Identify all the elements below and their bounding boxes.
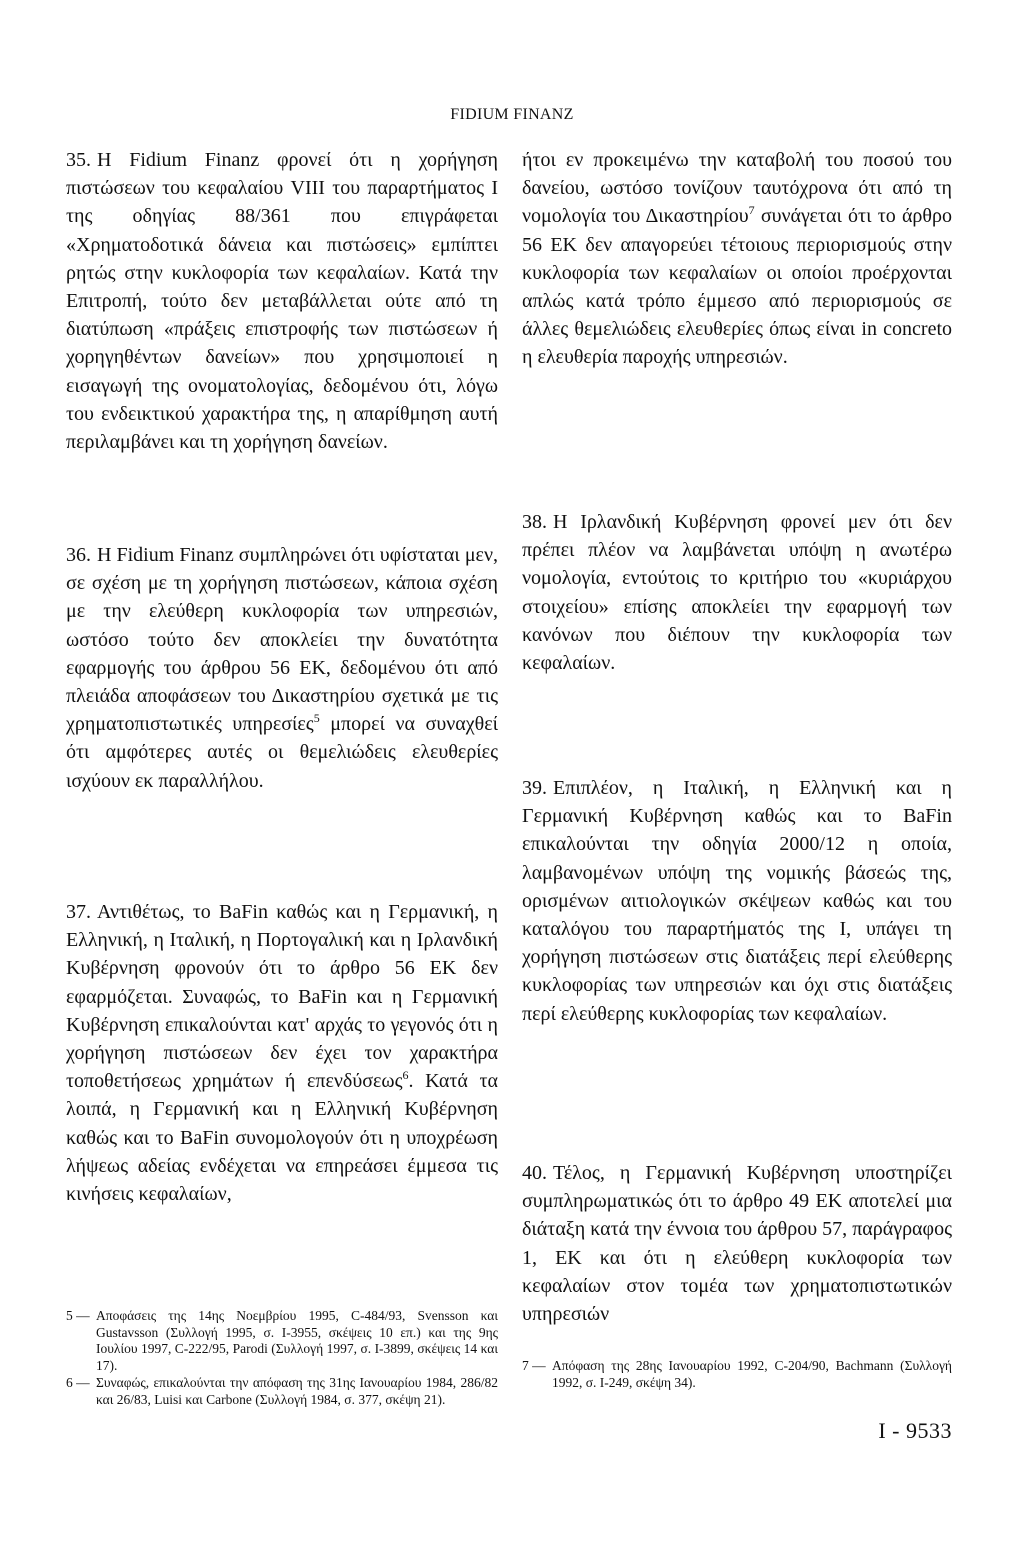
paragraph-text: Αντιθέτως, το BaFin καθώς και η Γερμανική, η Ελληνική, η Ιταλική, η Πορτογαλική και η Ιρλανδική Κυβέρνηση φρονούν ότι το άρθρο 56 ΕΚ δεν εφαρμόζεται. Συναφώς, το BaFin και η Γερμανική Κυβέρνηση επικαλούνται κατ' αρχάς το γεγονός ότι η χορήγηση πιστώσεων δεν έχει τον χαρακτήρα τοποθετήσεως χρημάτων ή επενδύσεως xyxy=(66,901,498,1093)
footnote-reference: 5 xyxy=(313,711,320,726)
paragraph-38 xyxy=(522,508,952,677)
paragraph-text-continued: συνάγεται ότι το άρθρο 56 ΕΚ δεν απαγορεύει τέτοιους περιορισμούς στην κυκλοφορία των κεφαλαίων οι οποίοι προέρχονται απλώς κατά τρόπο έμμεσο από περιορισμούς σε άλλες θεμελιώδεις ελευθερίες όπως είναι in concreto η ελευθερία παροχής υπηρεσιών. xyxy=(522,205,952,369)
paragraph-40 xyxy=(522,1159,952,1328)
footnotes-right xyxy=(522,1358,952,1392)
paragraph-number: 35. xyxy=(66,149,91,171)
footnote-number: 5 — xyxy=(66,1308,90,1323)
paragraph-35 xyxy=(66,146,498,456)
paragraph-number: 37. xyxy=(66,901,91,923)
paragraph-39 xyxy=(522,774,952,1028)
paragraph-text: Η Fidium Finanz συμπληρώνει ότι υφίσταται μεν, σε σχέση με τη χορήγηση πιστώσεων, κάποια σχέση με την ελεύθερη κυκλοφορία των υπηρεσιών, ωστόσο τούτο δεν αποκλείει την δυνατότητα εφαρμογής του άρθρου 56 ΕΚ, δεδομένου ότι από πλειάδα αποφάσεων του Δικαστηρίου σχετικά με τις χρηματοπιστωτικές υπηρεσίες xyxy=(66,544,498,736)
paragraph-37-continued xyxy=(522,146,952,372)
footnote-6 xyxy=(66,1375,498,1408)
paragraph-text: Η Ιρλανδική Κυβέρνηση φρονεί μεν ότι δεν πρέπει πλέον να λαμβάνεται υπόψη η ανωτέρω νομολογία, εντούτοις το κριτήριο του «κυριάρχου στοιχείου» επίσης αποκλείει την εφαρμογή των κανόνων που διέπουν την κυκλοφορία των κεφαλαίων. xyxy=(522,511,952,675)
footnote-number: 7 — xyxy=(522,1358,546,1373)
paragraph-number: 38. xyxy=(522,511,547,533)
running-title: FIDIUM FINANZ xyxy=(450,106,574,123)
footnote-text: Συναφώς, επικαλούνται την απόφαση της 31ης Ιανουαρίου 1984, 286/82 και 26/83, Luisi και Carbone (Συλλογή 1984, σ. 377, σκέψη 21). xyxy=(96,1375,498,1407)
footnotes-left xyxy=(66,1308,498,1410)
footnote-number: 6 — xyxy=(66,1375,90,1391)
footnote-7 xyxy=(522,1358,952,1391)
paragraph-37 xyxy=(66,898,498,1208)
paragraph-text-continued: . Κατά τα λοιπά, η Γερμανική και η Ελληνική Κυβέρνηση καθώς και το BaFin συνομολογούν ότι η υποχρέωση λήψεως αδείας ενδέχεται να επηρεάσει έμμεσα τις κινήσεις κεφαλαίων, xyxy=(66,1070,498,1206)
paragraph-number: 39. xyxy=(522,777,547,799)
page-number: I - 9533 xyxy=(878,1418,952,1443)
paragraph-text: ήτοι εν προκειμένω την καταβολή του ποσού του δανείου, ωστόσο τονίζουν ταυτόχρονα ότι από τη νομολογία του Δικαστηρίου xyxy=(522,149,952,228)
paragraph-text-continued: μπορεί να συναχθεί ότι αμφότερες αυτές οι θεμελιώδεις ελευθερίες ισχύουν εκ παραλλήλου. xyxy=(66,713,498,792)
paragraph-number: 40. xyxy=(522,1162,547,1184)
paragraph-text: Η Fidium Finanz φρονεί ότι η χορήγηση πιστώσεων του κεφαλαίου VIII του παραρτήματος Ι της οδηγίας 88/361 που επιγράφεται «Χρηματοδοτικά δάνεια και πιστώσεις» εμπίπτει ρητώς στην κυκλοφορία των κεφαλαίων. Κατά την Επιτροπή, τούτο δεν μεταβάλλεται ούτε από τη διατύπωση «πράξεις επιστροφής των πιστώσεων ή χορηγηθέντων δανείων» που χρησιμοποιεί η εισαγωγή της ονοματολογίας, δεδομένου ότι, λόγω του ενδεικτικού χαρακτήρα της, η απαρίθμηση αυτή περιλαμβάνει και τη χορήγηση δανείων. xyxy=(66,149,498,454)
paragraph-36 xyxy=(66,541,498,795)
footnote-reference: 6 xyxy=(402,1068,409,1083)
footnote-reference: 7 xyxy=(748,203,755,218)
footnote-text: Απόφαση της 28ης Ιανουαρίου 1992, C-204/90, Bachmann (Συλλογή 1992, σ. Ι-249, σκέψη 34). xyxy=(552,1358,952,1390)
footnote-5 xyxy=(66,1308,498,1374)
paragraph-number: 36. xyxy=(66,544,91,566)
paragraph-text: Τέλος, η Γερμανική Κυβέρνηση υποστηρίζει συμπληρωματικώς ότι το άρθρο 49 ΕΚ αποτελεί μια διάταξη κατά την έννοια του άρθρου 57, παράγραφος 1, ΕΚ και ότι η ελεύθερη κυκλοφορία των κεφαλαίων στον τομέα των χρηματοπιστωτικών υπηρεσιών xyxy=(522,1162,952,1326)
footnote-text: Αποφάσεις της 14ης Νοεμβρίου 1995, C-484/93, Svensson και Gustavsson (Συλλογή 1995, σ. Ι-3955, σκέψεις 10 επ.) και της 9ης Ιουλίου 1997, C-222/95, Parodi (Συλλογή 1997, σ. Ι-3899, σκέψεις 14 και 17). xyxy=(96,1308,498,1373)
paragraph-text: Επιπλέον, η Ιταλική, η Ελληνική και η Γερμανική Κυβέρνηση καθώς και το BaFin επικαλούνται την οδηγία 2000/12 η οποία, λαμβανομένων υπόψη της νομικής βάσεώς της, ορισμένων αιτιολογικών σκέψεων καθώς και του καταλόγου του παραρτήματός της Ι, υπάγει τη χορήγηση πιστώσεων στις διατάξεις περί ελεύθερης κυκλοφορίας των υπηρεσιών και όχι στις διατάξεις περί ελεύθερης κυκλοφορίας των κεφαλαίων. xyxy=(522,777,952,1025)
